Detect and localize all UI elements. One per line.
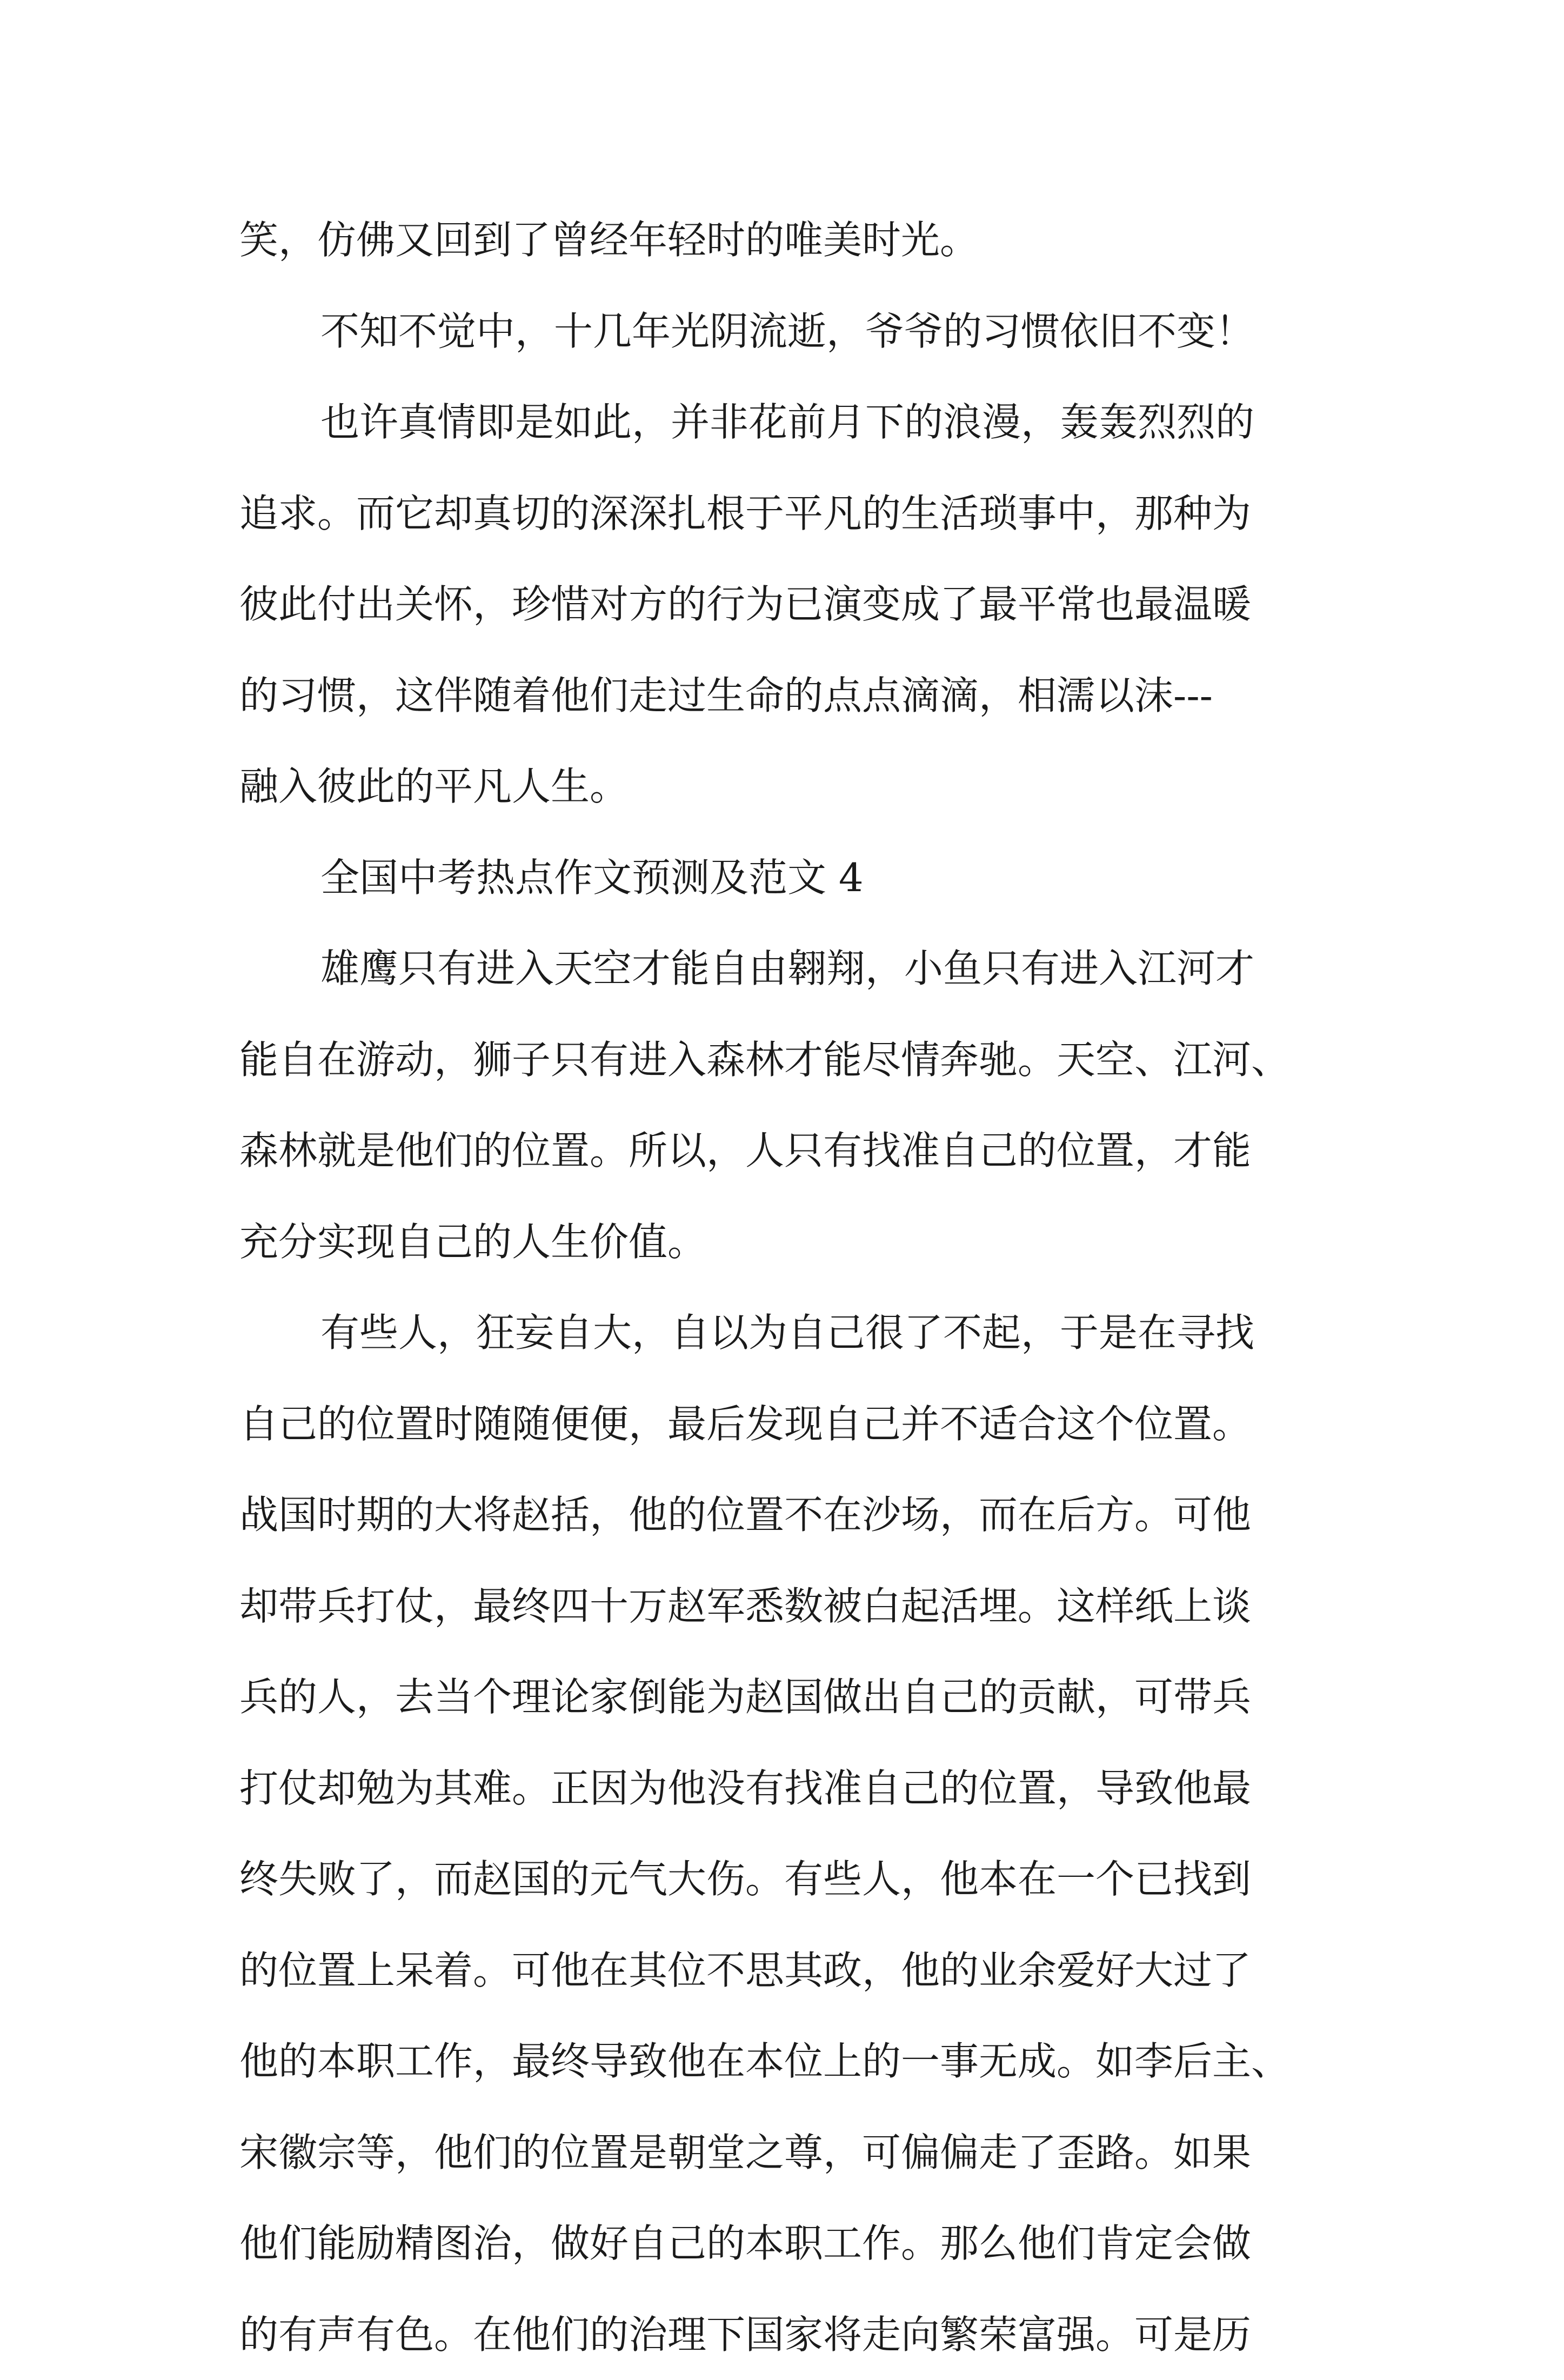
text-line: 战国时期的大将赵括，他的位置不在沙场，而在后方。可他	[239, 1469, 1342, 1561]
text-line: 却带兵打仗，最终四十万赵军悉数被白起活埋。这样纸上谈	[239, 1561, 1342, 1652]
text-line: 彼此付出关怀，珍惜对方的行为已演变成了最平常也最温暖	[239, 559, 1342, 650]
text-line: 不知不觉中，十几年光阴流逝，爷爷的习惯依旧不变！	[239, 286, 1342, 377]
text-line: 雄鹰只有进入天空才能自由翱翔，小鱼只有进入江河才	[239, 923, 1342, 1014]
text-line: 他的本职工作，最终导致他在本位上的一事无成。如李后主、	[239, 2016, 1342, 2107]
text-line: 追求。而它却真切的深深扎根于平凡的生活琐事中，那种为	[239, 468, 1342, 559]
text-line: 兵的人，去当个理论家倒能为赵国做出自己的贡献，可带兵	[239, 1652, 1342, 1743]
text-line: 笑，仿佛又回到了曾经年轻时的唯美时光。	[239, 195, 1342, 286]
text-line: 宋徽宗等，他们的位置是朝堂之尊，可偏偏走了歪路。如果	[239, 2107, 1342, 2198]
text-line: 也许真情即是如此，并非花前月下的浪漫，轰轰烈烈的	[239, 377, 1342, 468]
text-line: 打仗却勉为其难。正因为他没有找准自己的位置，导致他最	[239, 1743, 1342, 1834]
text-line: 的位置上呆着。可他在其位不思其政，他的业余爱好大过了	[239, 1925, 1342, 2016]
text-line: 他们能励精图治，做好自己的本职工作。那么他们肯定会做	[239, 2198, 1342, 2289]
text-line: 终失败了，而赵国的元气大伤。有些人，他本在一个已找到	[239, 1834, 1342, 1925]
text-line: 全国中考热点作文预测及范文 4	[239, 832, 1342, 924]
body-text	[239, 195, 1342, 2380]
text-line: 充分实现自己的人生价值。	[239, 1196, 1342, 1288]
text-line: 融入彼此的平凡人生。	[239, 741, 1342, 832]
text-line: 有些人，狂妄自大，自以为自己很了不起，于是在寻找	[239, 1287, 1342, 1379]
text-line: 的习惯，这伴随着他们走过生命的点点滴滴，相濡以沫---	[239, 650, 1342, 741]
text-line: 自己的位置时随随便便，最后发现自己并不适合这个位置。	[239, 1379, 1342, 1470]
text-line: 的有声有色。在他们的治理下国家将走向繁荣富强。可是历	[239, 2289, 1342, 2380]
text-line: 森林就是他们的位置。所以，人只有找准自己的位置，才能	[239, 1105, 1342, 1196]
text-line: 能自在游动，狮子只有进入森林才能尽情奔驰。天空、江河、	[239, 1014, 1342, 1106]
